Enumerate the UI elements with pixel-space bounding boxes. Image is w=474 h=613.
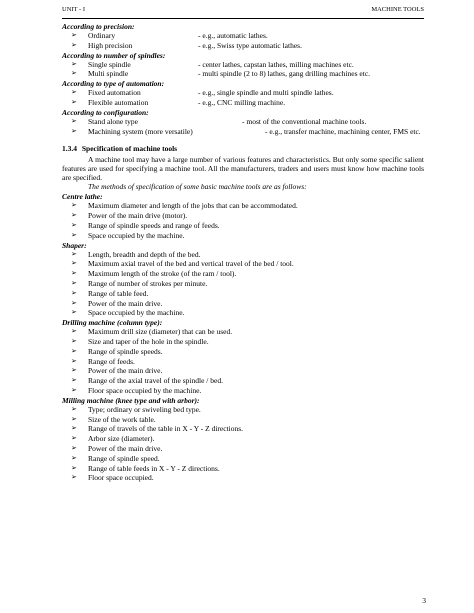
bullet-arrow-icon: ➢ (71, 220, 77, 229)
bullet-arrow-icon: ➢ (71, 116, 77, 125)
spec-list-item (62, 279, 424, 289)
classification-description: - e.g., automatic lathes. (198, 31, 268, 40)
section-intro: The methods of specification of some basic machine tools are as follows: (88, 182, 307, 192)
bullet-arrow-icon: ➢ (71, 201, 77, 210)
bullet-arrow-icon: ➢ (71, 249, 77, 258)
bullet-arrow-icon: ➢ (71, 298, 77, 307)
spec-list-item (62, 424, 424, 434)
section-paragraph (62, 155, 424, 182)
bullet-arrow-icon: ➢ (71, 336, 77, 345)
classification-label: Fixed automation (88, 88, 141, 98)
classification-label: Flexible automation (88, 97, 149, 107)
machine-heading: Drilling machine (column type): (62, 318, 163, 328)
spec-text: Arbor size (diameter). (88, 434, 155, 444)
spec-text: Range of spindle speed. (88, 453, 160, 463)
spec-list-item (62, 221, 424, 231)
spec-list-item (62, 327, 424, 337)
spec-list-item (62, 308, 424, 318)
machine-heading: Milling machine (knee type and with arbor): (62, 395, 200, 405)
spec-list (62, 405, 424, 483)
spec-text: Type; ordinary or swiveling bed type. (88, 404, 201, 414)
spec-list-item (62, 259, 424, 269)
bullet-arrow-icon: ➢ (71, 424, 77, 433)
classification-label: Stand alone type (88, 116, 138, 126)
classification-label: Multi spindle (88, 69, 129, 79)
spec-text: Size and taper of the hole in the spindle. (88, 336, 209, 346)
spec-text: Floor space occupied. (88, 473, 154, 483)
bullet-arrow-icon: ➢ (71, 88, 77, 97)
classification-description: - e.g., CNC milling machine. (198, 97, 286, 107)
spec-list-item (62, 211, 424, 221)
bullet-arrow-icon: ➢ (71, 308, 77, 317)
spec-text: Range of table feed. (88, 288, 149, 298)
bullet-arrow-icon: ➢ (71, 69, 77, 78)
spec-text: Maximum length of the stroke (of the ram / tool). (88, 269, 237, 279)
classification-row (62, 127, 424, 137)
spec-text: Power of the main drive. (88, 298, 163, 308)
section-heading (62, 144, 424, 155)
section-title: Specification of machine tools (81, 144, 178, 154)
bullet-arrow-icon: ➢ (71, 31, 77, 39)
machine-specifications (62, 192, 424, 483)
spec-list-item (62, 415, 424, 425)
spec-text: Power of the main drive. (88, 366, 163, 376)
header-title: MACHINE TOOLS (371, 6, 424, 13)
bullet-arrow-icon: ➢ (71, 366, 77, 375)
spec-text: Range of the axial travel of the spindle / bed. (88, 376, 223, 386)
page-header (62, 6, 424, 19)
classification-heading: According to configuration: (62, 107, 149, 117)
spec-text: Range of travels of the table in X - Y - Z directions. (88, 424, 244, 434)
bullet-arrow-icon: ➢ (71, 346, 77, 355)
classification-heading: According to precision: (62, 22, 135, 31)
bullet-arrow-icon: ➢ (71, 327, 77, 336)
bullet-arrow-icon: ➢ (71, 404, 77, 413)
spec-list-item (62, 434, 424, 444)
spec-text: Floor space occupied by the machine. (88, 385, 202, 395)
classification-label: Single spindle (88, 59, 131, 69)
spec-text: Space occupied by the machine. (88, 230, 185, 240)
classification-description: - most of the conventional machine tools. (242, 116, 367, 126)
classification-row (62, 117, 424, 127)
classification-row (62, 31, 424, 41)
spec-text: Range of spindle speeds. (88, 346, 163, 356)
classification-label: Ordinary (88, 31, 116, 40)
spec-list-item (62, 464, 424, 474)
spec-list-item (62, 299, 424, 309)
spec-text: Range of feeds. (88, 356, 135, 366)
spec-text: Power of the main drive (motor). (88, 211, 188, 221)
spec-list-item (62, 376, 424, 386)
classification-row (62, 98, 424, 108)
spec-list-item (62, 231, 424, 241)
spec-list-item (62, 386, 424, 396)
classification-row (62, 60, 424, 70)
spec-text: Range of table feeds in X - Y - Z directions. (88, 463, 220, 473)
machine-heading: Shaper: (62, 240, 87, 250)
paragraph-text: A machine tool may have a large number of various features and characteristics. But only some specific salient features are used for specifying a machine tool. All the manufacturers, traders and users must know how machine tools are specified. (62, 155, 424, 183)
spec-list-item (62, 201, 424, 211)
page-content (62, 22, 424, 483)
bullet-arrow-icon: ➢ (71, 463, 77, 472)
classification-description: - e.g., single spindle and multi spindle lathes. (198, 88, 334, 98)
bullet-arrow-icon: ➢ (71, 278, 77, 287)
machine-heading: Centre lathe: (62, 192, 103, 202)
bullet-arrow-icon: ➢ (71, 269, 77, 278)
spec-text: Maximum diameter and length of the jobs that can be accommodated. (88, 201, 298, 211)
spec-list-item (62, 289, 424, 299)
classification-row (62, 69, 424, 79)
classification-label: Machining system (more versatile) (88, 126, 193, 136)
spec-list-item (62, 473, 424, 483)
bullet-arrow-icon: ➢ (71, 385, 77, 394)
spec-text: Power of the main drive. (88, 443, 163, 453)
spec-text: Maximum drill size (diameter) that can be used. (88, 327, 233, 337)
classification-description: - e.g., Swiss type automatic lathes. (198, 40, 302, 50)
spec-list-item (62, 337, 424, 347)
bullet-arrow-icon: ➢ (71, 126, 77, 135)
classification-list (62, 22, 424, 136)
spec-text: Maximum axial travel of the bed and vertical travel of the bed / tool. (88, 259, 294, 269)
spec-list (62, 327, 424, 396)
bullet-arrow-icon: ➢ (71, 414, 77, 423)
page-number: 3 (422, 596, 426, 605)
classification-label: High precision (88, 40, 133, 50)
spec-text: Range of spindle speeds and range of feeds. (88, 220, 220, 230)
bullet-arrow-icon: ➢ (71, 40, 77, 49)
bullet-arrow-icon: ➢ (71, 259, 77, 268)
bullet-arrow-icon: ➢ (71, 211, 77, 220)
spec-list-item (62, 366, 424, 376)
bullet-arrow-icon: ➢ (71, 443, 77, 452)
bullet-arrow-icon: ➢ (71, 230, 77, 239)
spec-list-item (62, 269, 424, 279)
classification-row (62, 41, 424, 51)
bullet-arrow-icon: ➢ (71, 97, 77, 106)
classification-heading: According to number of spindles: (62, 50, 166, 60)
spec-text: Length, breadth and depth of the bed. (88, 249, 201, 259)
bullet-arrow-icon: ➢ (71, 434, 77, 443)
spec-list-item (62, 347, 424, 357)
spec-text: Range of number of strokes per minute. (88, 278, 208, 288)
spec-list-item (62, 444, 424, 454)
bullet-arrow-icon: ➢ (71, 356, 77, 365)
classification-row (62, 88, 424, 98)
spec-text: Size of the work table. (88, 414, 156, 424)
spec-list-item (62, 357, 424, 367)
classification-description: - e.g., transfer machine, machining center, FMS etc. (265, 126, 421, 136)
bullet-arrow-icon: ➢ (71, 473, 77, 482)
spacer (62, 136, 424, 144)
spec-list (62, 250, 424, 319)
spec-list-item (62, 250, 424, 260)
spec-list (62, 201, 424, 240)
classification-description: - center lathes, capstan lathes, milling machines etc. (198, 59, 354, 69)
classification-description: - multi spindle (2 to 8) lathes, gang drilling machines etc. (198, 69, 371, 79)
bullet-arrow-icon: ➢ (71, 288, 77, 297)
classification-heading: According to type of automation: (62, 79, 165, 89)
bullet-arrow-icon: ➢ (71, 453, 77, 462)
section-number: 1.3.4 (62, 144, 77, 154)
spec-text: Space occupied by the machine. (88, 308, 185, 318)
bullet-arrow-icon: ➢ (71, 376, 77, 385)
bullet-arrow-icon: ➢ (71, 59, 77, 68)
spec-list-item (62, 454, 424, 464)
spec-list-item (62, 405, 424, 415)
header-unit: UNIT - I (62, 6, 85, 13)
